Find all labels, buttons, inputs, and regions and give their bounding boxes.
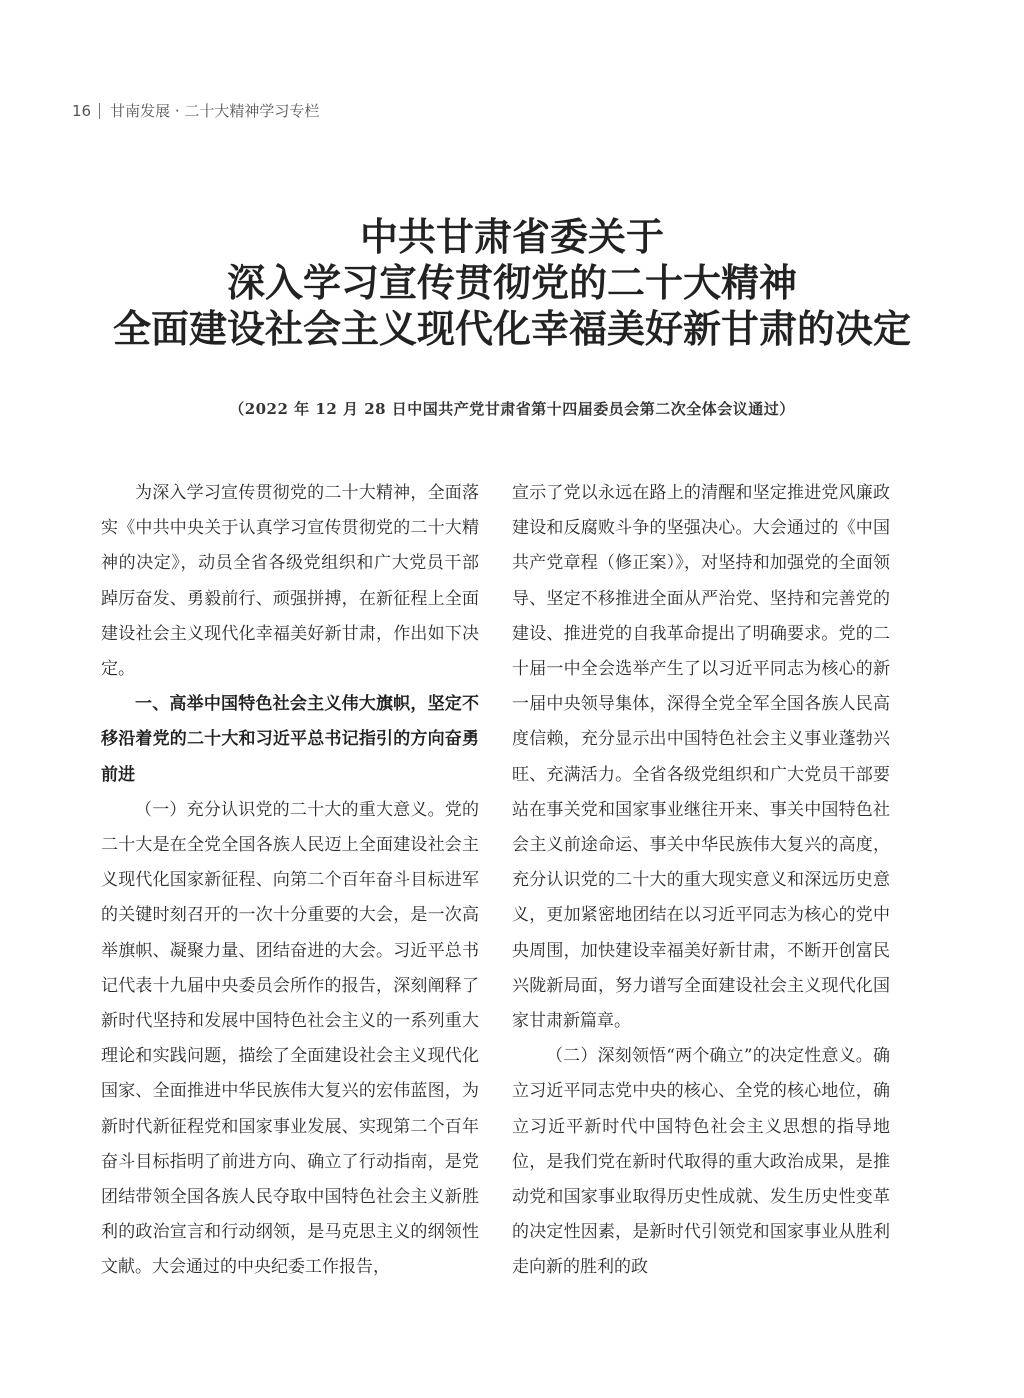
body-paragraph: （二）深刻领悟“两个确立”的决定性意义。确立习近平同志党中央的核心、全党的核心地位，确立习近平新时代中国特色社会主义思想的指导地位，是我们党在新时代取得的重大政治成果，是推动党和国家事业取得历史性成就、发生历史性变革的决定性因素，是新时代引领党和国家事业从胜利走向新的胜利的政 xyxy=(512,1046,890,1278)
title-line-2: 深入学习宣传贯彻党的二十大精神 xyxy=(226,260,797,305)
document-title xyxy=(0,214,1024,352)
right-column xyxy=(512,476,890,1286)
body-paragraph-continued: 宣示了党以永远在路上的清醒和坚定推进党风廉政建设和反腐败斗争的坚强决心。大会通过的《中国共产党章程（修正案）》，对坚持和加强党的全面领导、坚定不移推进全面从严治党、坚持和完善党的建设、推进党的自我革命提出了明确要求。党的二十届一中全会选举产生了以习近平同志为核心的新一届中央领导集体，深得全党全军全国各族人民高度信赖，充分显示出中国特色社会主义事业蓬勃兴旺、充满活力。全省各级党组织和广大党员干部要站在事关党和国家事业继往开来、事关中国特色社会主义前途命运、事关中华民族伟大复兴的高度，充分认识党的二十大的重大现实意义和深远历史意义，更加紧密地团结在以习近平同志为核心的党中央周围，加快建设幸福美好新甘肃，不断开创富民兴陇新局面，努力谱写全面建设社会主义现代化国家甘肃新篇章。 xyxy=(512,483,890,1032)
adoption-note: （2022 年 12 月 28 日中国共产党甘肃省第十四届委员会第二次全体会议通过） xyxy=(229,400,795,418)
title-line-3: 全面建设社会主义现代化幸福美好新甘肃的决定 xyxy=(112,306,911,351)
body-paragraph: （一）充分认识党的二十大的重大意义。党的二十大是在全党全国各族人民迈上全面建设社会主义现代化国家新征程、向第二个百年奋斗目标进军的关键时刻召开的一次十分重要的大会，是一次高举旗帜、凝聚力量、团结奋进的大会。习近平总书记代表十九届中央委员会所作的报告，深刻阐释了新时代坚持和发展中国特色社会主义的一系列重大理论和实践问题，描绘了全面建设社会主义现代化国家、全面推进中华民族伟大复兴的宏伟蓝图，为新时代新征程党和国家事业发展、实现第二个百年奋斗目标指明了前进方向、确立了行动指南，是党团结带领全国各族人民夺取中国特色社会主义新胜利的政治宣言和行动纲领，是马克思主义的纲领性文献。大会通过的中央纪委工作报告， xyxy=(101,799,479,1278)
page-number: 16 xyxy=(72,101,92,120)
left-column xyxy=(101,476,479,1286)
intro-paragraph: 为深入学习宣传贯彻党的二十大精神，全面落实《中共中央关于认真学习宣传贯彻党的二十大精神的决定》，动员全省各级党组织和广大党员干部踔厉奋发、勇毅前行、顽强拼搏，在新征程上全面建设社会主义现代化幸福美好新甘肃，作出如下决定。 xyxy=(101,483,479,680)
header-divider xyxy=(99,103,100,119)
title-line-1: 中共甘肃省委关于 xyxy=(359,214,664,259)
section-name: 甘南发展 · 二十大精神学习专栏 xyxy=(110,102,320,120)
running-header xyxy=(72,100,319,121)
section-heading-1: 一、高举中国特色社会主义伟大旗帜，坚定不移沿着党的二十大和习近平总书记指引的方向奋勇前进 xyxy=(101,694,479,785)
